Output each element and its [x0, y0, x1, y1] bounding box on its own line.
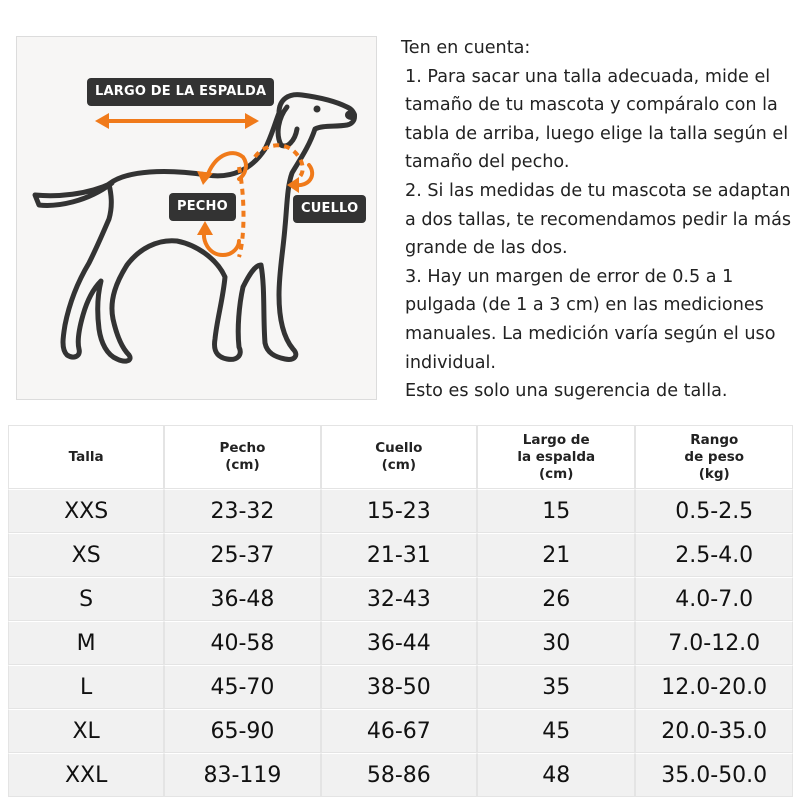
- cell-chest: 40-58: [164, 621, 320, 665]
- cell-weight: 7.0-12.0: [635, 621, 793, 665]
- header-chest: Pecho (cm): [164, 425, 320, 489]
- notes-item-3: 3. Hay un margen de error de 0.5 a 1 pulgada (de 1 a 3 cm) en las mediciones manuales. La medición varía según el uso individual.: [405, 266, 776, 373]
- cell-neck: 21-31: [321, 533, 477, 577]
- cell-chest: 23-32: [164, 489, 320, 533]
- measurement-diagram: [16, 36, 377, 400]
- cell-back-length: 48: [477, 753, 636, 797]
- cell-weight: 2.5-4.0: [635, 533, 793, 577]
- cell-back-length: 35: [477, 665, 636, 709]
- cell-neck: 15-23: [321, 489, 477, 533]
- cell-neck: 32-43: [321, 577, 477, 621]
- cell-chest: 45-70: [164, 665, 320, 709]
- cell-weight: 20.0-35.0: [635, 709, 793, 753]
- cell-chest: 65-90: [164, 709, 320, 753]
- size-table: [8, 425, 793, 797]
- notes-footer: Esto es solo una sugerencia de talla.: [405, 381, 728, 402]
- table-row: [8, 533, 793, 577]
- cell-chest: 83-119: [164, 753, 320, 797]
- cell-size: M: [8, 621, 164, 665]
- cell-neck: 58-86: [321, 753, 477, 797]
- notes-heading: Ten en cuenta:: [401, 38, 531, 58]
- nose-icon: [345, 110, 357, 120]
- cell-neck: 36-44: [321, 621, 477, 665]
- cell-weight: 4.0-7.0: [635, 577, 793, 621]
- cell-back-length: 21: [477, 533, 636, 577]
- cell-back-length: 45: [477, 709, 636, 753]
- notes-item-1: 1. Para sacar una talla adecuada, mide el tamaño de tu mascota y compáralo con la tabla de arriba, luego elige la talla según el tamaño del pecho.: [405, 66, 789, 173]
- cell-weight: 0.5-2.5: [635, 489, 793, 533]
- neck-label: CUELLO: [293, 195, 366, 223]
- back-length-label: LARGO DE LA ESPALDA: [87, 78, 274, 106]
- cell-back-length: 30: [477, 621, 636, 665]
- cell-size: L: [8, 665, 164, 709]
- cell-size: XXS: [8, 489, 164, 533]
- cell-size: XS: [8, 533, 164, 577]
- cell-neck: 46-67: [321, 709, 477, 753]
- cell-back-length: 26: [477, 577, 636, 621]
- table-row: [8, 709, 793, 753]
- eye-icon: [314, 106, 321, 113]
- notes-item-2: 2. Si las medidas de tu mascota se adaptan a dos tallas, te recomendamos pedir la más grande de las dos.: [405, 180, 792, 259]
- back-length-arrow: [95, 113, 259, 129]
- table-row: [8, 577, 793, 621]
- header-weight-range: Rango de peso (kg): [635, 425, 793, 489]
- cell-size: S: [8, 577, 164, 621]
- header-size: Talla: [8, 425, 164, 489]
- cell-size: XXL: [8, 753, 164, 797]
- header-back-length: Largo de la espalda (cm): [477, 425, 636, 489]
- chest-label: PECHO: [169, 193, 236, 221]
- cell-size: XL: [8, 709, 164, 753]
- cell-chest: 36-48: [164, 577, 320, 621]
- sizing-notes: [401, 34, 797, 406]
- cell-neck: 38-50: [321, 665, 477, 709]
- dog-outline: [35, 95, 355, 361]
- cell-weight: 12.0-20.0: [635, 665, 793, 709]
- cell-back-length: 15: [477, 489, 636, 533]
- header-neck: Cuello (cm): [321, 425, 477, 489]
- cell-weight: 35.0-50.0: [635, 753, 793, 797]
- cell-chest: 25-37: [164, 533, 320, 577]
- table-row: [8, 489, 793, 533]
- table-row: [8, 753, 793, 797]
- table-row: [8, 665, 793, 709]
- table-row: [8, 621, 793, 665]
- table-header-row: [8, 425, 793, 489]
